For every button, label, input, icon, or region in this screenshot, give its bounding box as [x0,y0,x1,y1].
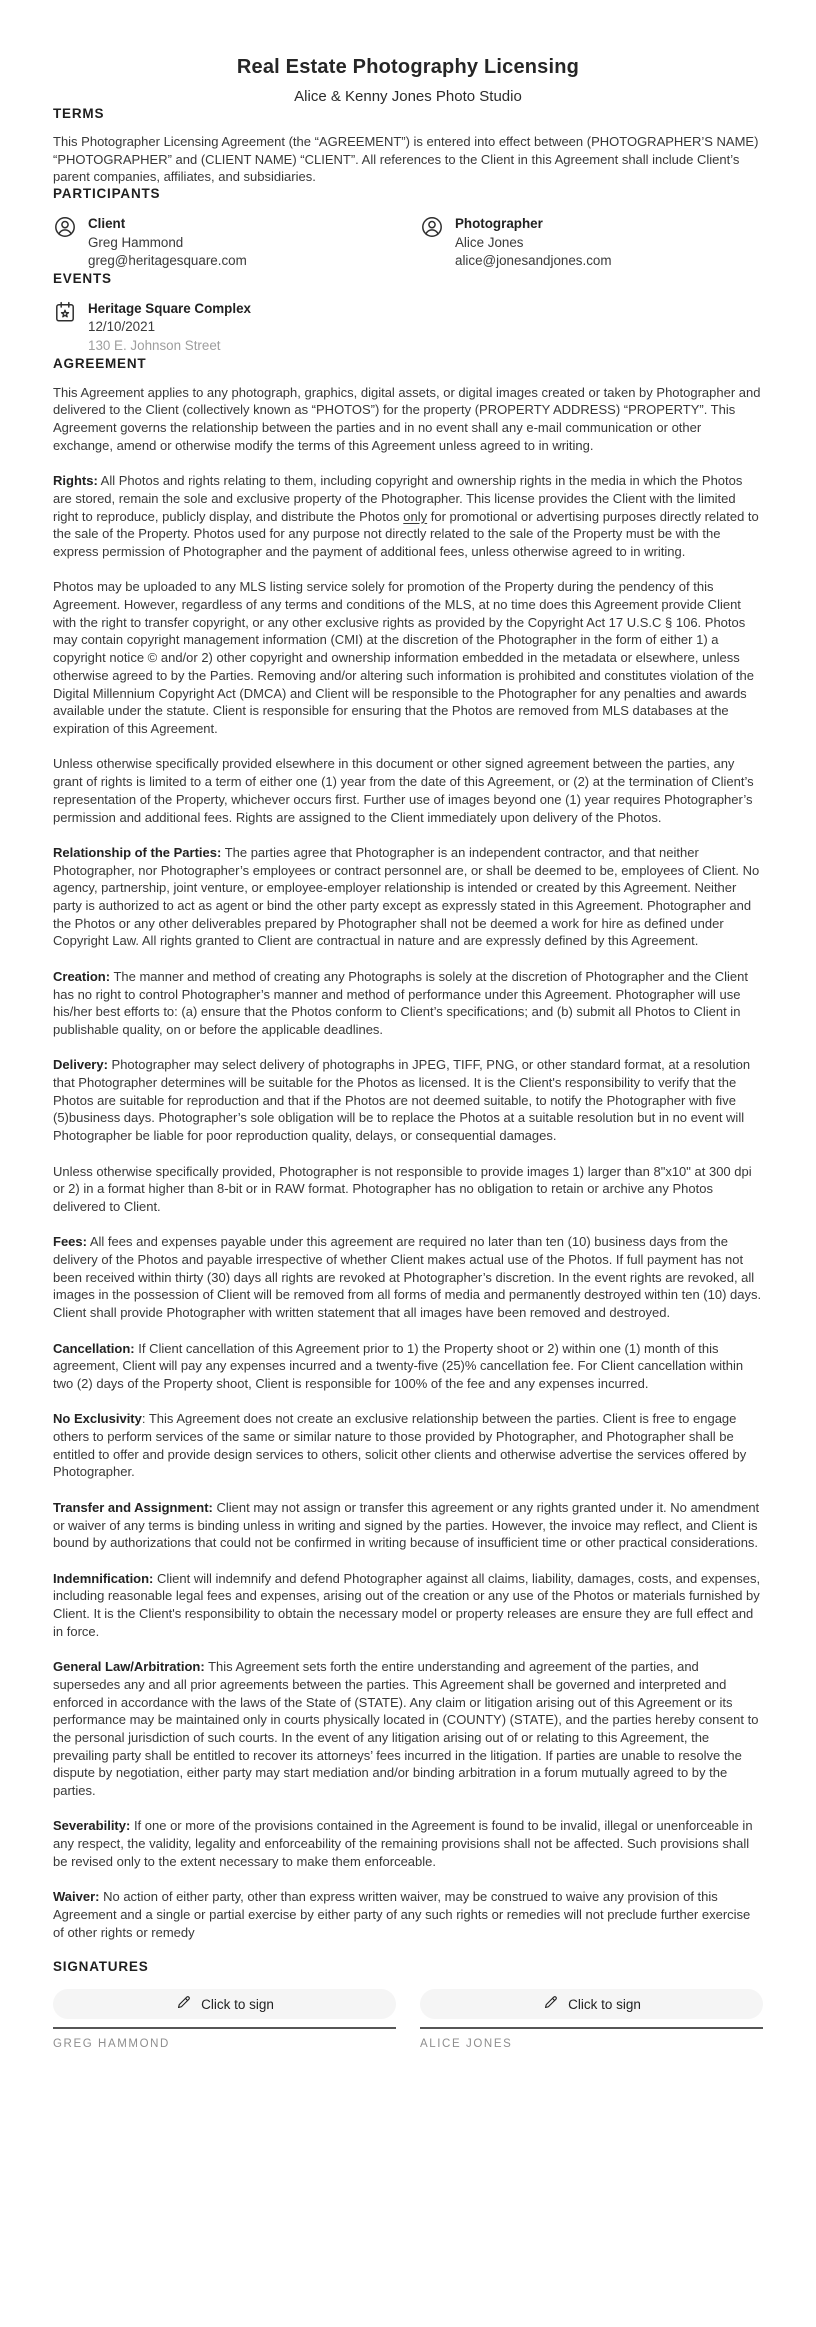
person-circle-icon [420,215,444,239]
participant-card-client [53,215,396,271]
signer-name: GREG HAMMOND [53,2038,170,2050]
agreement-paragraph: Severability: If one or more of the provisions contained in the Agreement is found to be invalid, illegal or unenforceable in any respect, the validity, legality and enforceability of the remaining provisions shall not be affected. Such provisions shall be revised only to the extent necessary to make them enforceable. [53,1818,753,1869]
signatures-heading: SIGNATURES [53,1959,149,1974]
click-to-sign-button-photographer[interactable] [420,1989,763,2019]
sign-button-label: Click to sign [568,1996,641,2012]
events-heading: EVENTS [53,270,112,286]
agreement-paragraph: Transfer and Assignment: Client may not assign or transfer this agreement or any rights granted under it. No amendment or waiver of any terms is binding unless in writing and signed by the parties. However, the invoice may reflect, and Client is bound by authorizations that could not be confirmed in writing because of insufficient time or other practical considerations. [53,1499,760,1551]
sign-button-label: Click to sign [201,1996,274,2012]
event-name: Heritage Square Complex [88,300,251,316]
signature-block-photographer [420,1989,763,2050]
agreement-paragraph: Unless otherwise specifically provided, Photographer is not responsible to provide images 1) larger than 8"x10" at 300 dpi or 2) in a format higher than 8-bit or in RAW format. Photographer has no obligation to retain or archive any Photos delivered to Client. [53,1163,752,1214]
agreement-paragraph: Cancellation: If Client cancellation of this Agreement prior to 1) the Property shoot or 2) within one (1) month of this agreement, Client will pay any expenses incurred and a twenty-five (25)% cancellation fee. For Client cancellation within two (2) days of the Property shoot, Client is responsible for 100% of the fee and any expenses incurred. [53,1340,744,1391]
signature-line [420,2027,763,2029]
page-title: Real Estate Photography Licensing [236,56,580,78]
signer-name: ALICE JONES [420,2038,513,2050]
agreement-paragraph: Photos may be uploaded to any MLS listing service solely for promotion of the Property during the pendency of this Agreement. However, regardless of any terms and conditions of the MLS, at no time does this Agreement provide Client with the right to transfer copyright, or any other exclusive rights as provided by the Copyright Act 17 U.S.C § 106. Photos may contain copyright management information (CMI) at the discretion of the Photographer in the form of either 1) a copyright notice © and/or 2) other copyright and ownership information embedded in the metadata or elsewhere, unless otherwise agreed to by the Parties. Removing and/or altering such information is prohibited and constitutes violation of the Digital Millennium Copyright Act (DMCA) and Client will be responsible to the Photographer for any penalties and awards available under the statute. Client is responsible for ensuring that the Photos are removed from MLS databases at the expiration of this Agreement. [53,579,754,736]
participant-card-photographer [420,215,763,271]
agreement-paragraph: Relationship of the Parties: The parties agree that Photographer is an independent contractor, and that neither Photographer, nor Photographer’s employees or contract personnel are, or shall be deemed to be, employees of Client. No agency, partnership, joint venture, or employee-employer relationship is intended or created by this Agreement. Neither party is authorized to act as agent or bind the other party except as expressly stated in this Agreement. Photographer and the Photos or any other deliverables prepared by Photographer shall not be deemed a work for hire as defined under Copyright Law. All rights granted to Client are contractual in nature and are expressly defined by this Agreement. [53,844,760,949]
signature-block-client [53,1989,396,2050]
terms-body: This Photographer Licensing Agreement (the “AGREEMENT”) is entered into effect between (PHOTOGRAPHER’S NAME) “PHOTOGRAPHER” and (CLIENT NAME) “CLIENT”. All references to the Client in this Agreement shall include Client’s parent companies, affiliates, and subsidiaries. [53,134,759,185]
participant-email: greg@heritagesquare.com [88,253,247,269]
agreement-paragraph: This Agreement applies to any photograph, graphics, digital assets, or digital images created or taken by Photographer and delivered to the Client (collectively known as “PHOTOS”) for the property (PROPERTY ADDRESS) “PROPERTY”. This Agreement governs the relationship between the parties and in no event shall any e-mail communication or other exchange, amend or otherwise modify the terms of this Agreement unless agreed to in writing. [53,384,761,453]
agreement-paragraph: Indemnification: Client will indemnify and defend Photographer against all claims, liability, damages, costs, and expenses, including reasonable legal fees and expenses, arising out of the creation or any use of the Photos or materials furnished by Client. It is the Client's responsibility to obtain the necessary model or property releases are ensure they are full effect and in force. [53,1570,761,1639]
pencil-icon [175,1994,192,2014]
person-circle-icon [53,215,77,239]
agreement-paragraph: Fees: All fees and expenses payable under this agreement are required no later than ten (10) business days from the delivery of the Photos and payable irrespective of whether Client makes actual use of the Photos. If full payment has not been received within thirty (30) days all rights are revoked at Photographer’s discretion. In the event rights are revoked, all images in the possession of Client will be removed from all forms of media and permanently destroyed within ten (10) days. Client shall provide Photographer with written statement that all images have been removed and destroyed. [53,1234,762,1321]
event-date: 12/10/2021 [88,319,156,335]
terms-heading: TERMS [53,106,105,121]
participants-grid [53,215,763,271]
agreement-paragraph: Waiver: No action of either party, other than express written waiver, may be construed to waive any provision of this Agreement and a single or partial exercise by either party of any such rights or remedies will not preclude further exercise of other rights or remedy [53,1889,751,1940]
signature-line [53,2027,396,2029]
participant-name: Alice Jones [455,234,524,250]
agreement-paragraph: Rights: All Photos and rights relating to them, including copyright and ownership rights in the media in which the Photos are stored, remain the sole and exclusive property of the Photographer. This license provides the Client with the limited right to reproduce, publicly display, and distribute the Photos only for promotional or advertising purposes directly related to the sale of the Property. Photos used for any purpose not directly related to the sale of the Property must be with the express permission of Photographer and the payment of additional fees, unless otherwise agreed to in writing. [53,473,759,559]
agreement-paragraph: No Exclusivity: This Agreement does not create an exclusive relationship between the parties. Client is free to engage others to perform services of the same or similar nature to those provided by Photographer, and Photographer shall be entitled to offer and provide design services to others, solicit other clients and otherwise advertise the services offered by Photographer. [53,1411,747,1480]
agreement-paragraph: General Law/Arbitration: This Agreement sets forth the entire understanding and agreement of the parties, and supersedes any and all prior agreements between the parties. This Agreement shall be governed and interpreted and enforced in accordance with the laws of the State of (STATE). Any claim or litigation arising out of this Agreement or its performance may be maintained only in courts physically located in (COUNTY) (STATE), and the parties hereby consent to the personal jurisdiction of such courts. In the event of any litigation arising out of or relating to this Agreement, the prevailing party shall be entitled to recover its attorneys’ fees incurred in the litigation. If parties are unable to resolve the dispute by negotiation, either party may start mediation and/or binding arbitration in a forum mutually agreed to by the parties. [53,1659,759,1799]
agreement-paragraph: Creation: The manner and method of creating any Photographs is solely at the discretion of Photographer and the Client has no right to control Photographer’s manner and method of performance under this Agreement. Photographer will use his/her best efforts to: (a) ensure that the Photos conform to Client’s specifications; and (b) submit all Photos to Client in publishable quality, on or before the applicable deadlines. [53,968,748,1037]
agreement-paragraphs [53,384,763,1942]
click-to-sign-button-client[interactable] [53,1989,396,2019]
participant-name: Greg Hammond [88,234,184,250]
pencil-icon [542,1994,559,2014]
participant-role: Client [88,216,126,232]
event-card [53,300,763,356]
signatures-grid [53,1989,763,2050]
agreement-paragraph: Delivery: Photographer may select delivery of photographs in JPEG, TIFF, PNG, or other standard format, at a resolution that Photographer determines will be suitable for the Photos as licensed. It is the Client's responsibility to verify that the Photos are suitable for reproduction and that if the Photos are not deemed suitable, to notify the Photographer with five (5)business days. Photographer’s sole obligation will be to replace the Photos at a suitable resolution but in no event will Photographer be liable for poor reproduction quality, delays, or consequential damages. [53,1057,751,1144]
agreement-heading: AGREEMENT [53,355,147,371]
participant-role: Photographer [455,216,543,232]
page-subtitle: Alice & Kenny Jones Photo Studio [294,88,522,105]
agreement-paragraph: Unless otherwise specifically provided elsewhere in this document or other signed agreement between the parties, any grant of rights is limited to a term of either one (1) year from the date of this Agreement, or (2) at the termination of Client’s representation of the Property, whichever occurs first. Further use of images beyond one (1) year requires Photographer’s permission and additional fees. Rights are assigned to the Client immediately upon delivery of the Photos. [53,756,754,825]
event-address: 130 E. Johnson Street [88,338,221,354]
participants-heading: PARTICIPANTS [53,186,161,202]
participant-email: alice@jonesandjones.com [455,253,612,269]
calendar-star-icon [53,300,77,324]
